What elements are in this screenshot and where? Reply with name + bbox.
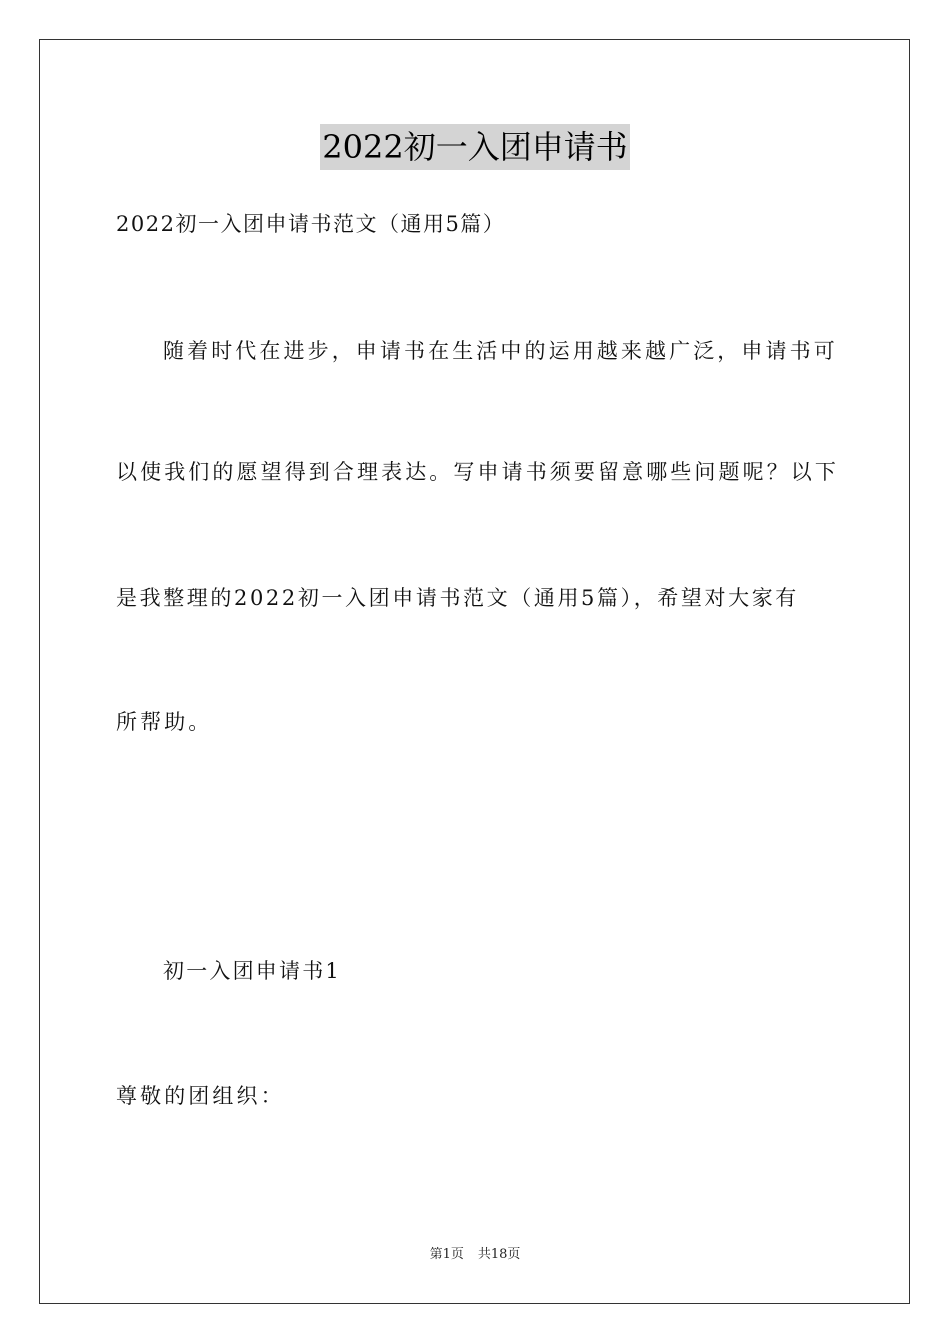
intro-paragraph-line-1: 随着时代在进步，申请书在生活中的运用越来越广泛，申请书可 (163, 339, 838, 363)
page-footer (0, 1246, 950, 1264)
intro-paragraph-line-2: 以使我们的愿望得到合理表达。写申请书须要留意哪些问题呢？以下 (116, 460, 839, 484)
document-title: 2022初一入团申请书 (320, 124, 629, 170)
intro-paragraph-line-4: 所帮助。 (116, 710, 213, 734)
page-number: 第1页 (429, 1247, 464, 1262)
title-container (0, 124, 950, 170)
document-subtitle: 2022初一入团申请书范文（通用5篇） (116, 212, 506, 236)
section-heading: 初一入团申请书1 (163, 959, 341, 983)
letter-greeting: 尊敬的团组织： (116, 1084, 285, 1108)
intro-paragraph-line-3: 是我整理的2022初一入团申请书范文（通用5篇），希望对大家有 (116, 586, 799, 610)
page-total: 共18页 (477, 1247, 521, 1262)
